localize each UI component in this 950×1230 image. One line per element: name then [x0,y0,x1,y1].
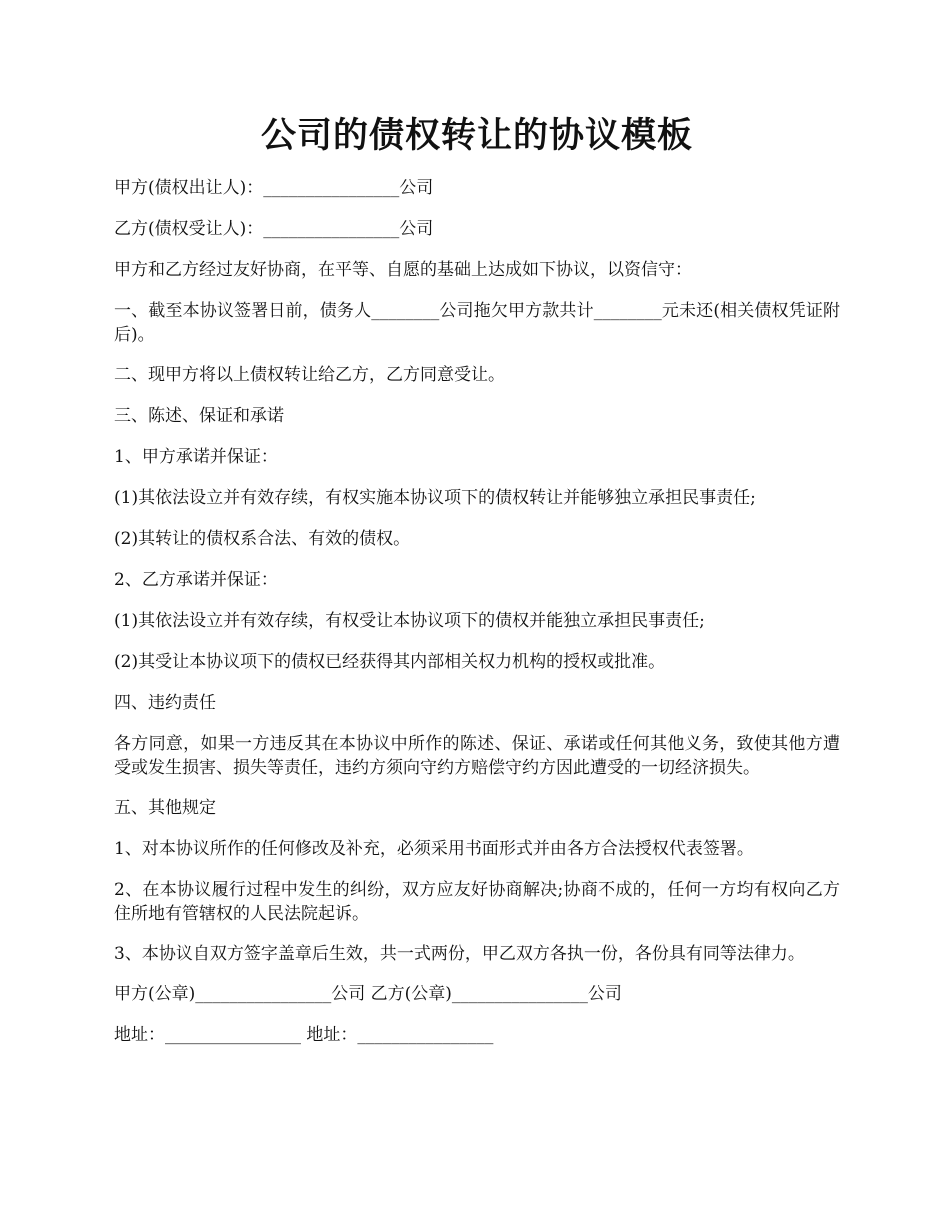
party-b-warranty-heading: 2、乙方承诺并保证： [114,570,278,590]
clause-2-transfer: 二、现甲方将以上债权转让给乙方，乙方同意受让。 [114,365,505,385]
breach-liability-text: 各方同意，如果一方违反其在本协议中所作的陈述、保证、承诺或任何其他义务，致使其他方遭受或发生损害、损失等责任，违约方须向守约方赔偿守约方因此遭受的一切经济损失。 [114,734,840,778]
party-a-line: 甲方(债权出让人)：________________公司 [114,178,434,198]
preamble: 甲方和乙方经过友好协商，在平等、自愿的基础上达成如下协议，以资信守： [114,260,692,280]
party-b-warranty-1: (1)其依法设立并有效存续，有权受让本协议项下的债权并能独立承担民事责任; [114,611,705,631]
clause-1-debt: 一、截至本协议签署日前，债务人________公司拖欠甲方款共计________元未还(相关债权凭证附后)。 [114,301,840,345]
party-a-warranty-2: (2)其转让的债权系合法、有效的债权。 [114,529,411,549]
section-5-heading: 五、其他规定 [114,798,216,818]
other-provision-1: 1、对本协议所作的任何修改及补充，必须采用书面形式并由各方合法授权代表签署。 [114,839,754,859]
address-line: 地址：________________ 地址：________________ [114,1025,494,1045]
party-b-line: 乙方(债权受让人)：________________公司 [114,219,434,239]
signature-seal-line: 甲方(公章)________________公司 乙方(公章)________________公司 [114,984,622,1004]
other-provision-3: 3、本协议自双方签字盖章后生效，共一式两份，甲乙双方各执一份，各份具有同等法律力。 [114,944,805,964]
other-provision-2: 2、在本协议履行过程中发生的纠纷，双方应友好协商解决;协商不成的，任何一方均有权向乙方住所地有管辖权的人民法院起诉。 [114,880,840,924]
party-a-warranty-heading: 1、甲方承诺并保证： [114,447,278,467]
section-3-heading: 三、陈述、保证和承诺 [114,406,284,426]
section-4-heading: 四、违约责任 [114,693,216,713]
document-title: 公司的债权转让的协议模板 [260,115,693,156]
party-a-warranty-1: (1)其依法设立并有效存续，有权实施本协议项下的债权转让并能够独立承担民事责任; [114,488,756,508]
document-page [114,112,840,1064]
party-b-warranty-2: (2)其受让本协议项下的债权已经获得其内部相关权力机构的授权或批准。 [114,652,666,672]
